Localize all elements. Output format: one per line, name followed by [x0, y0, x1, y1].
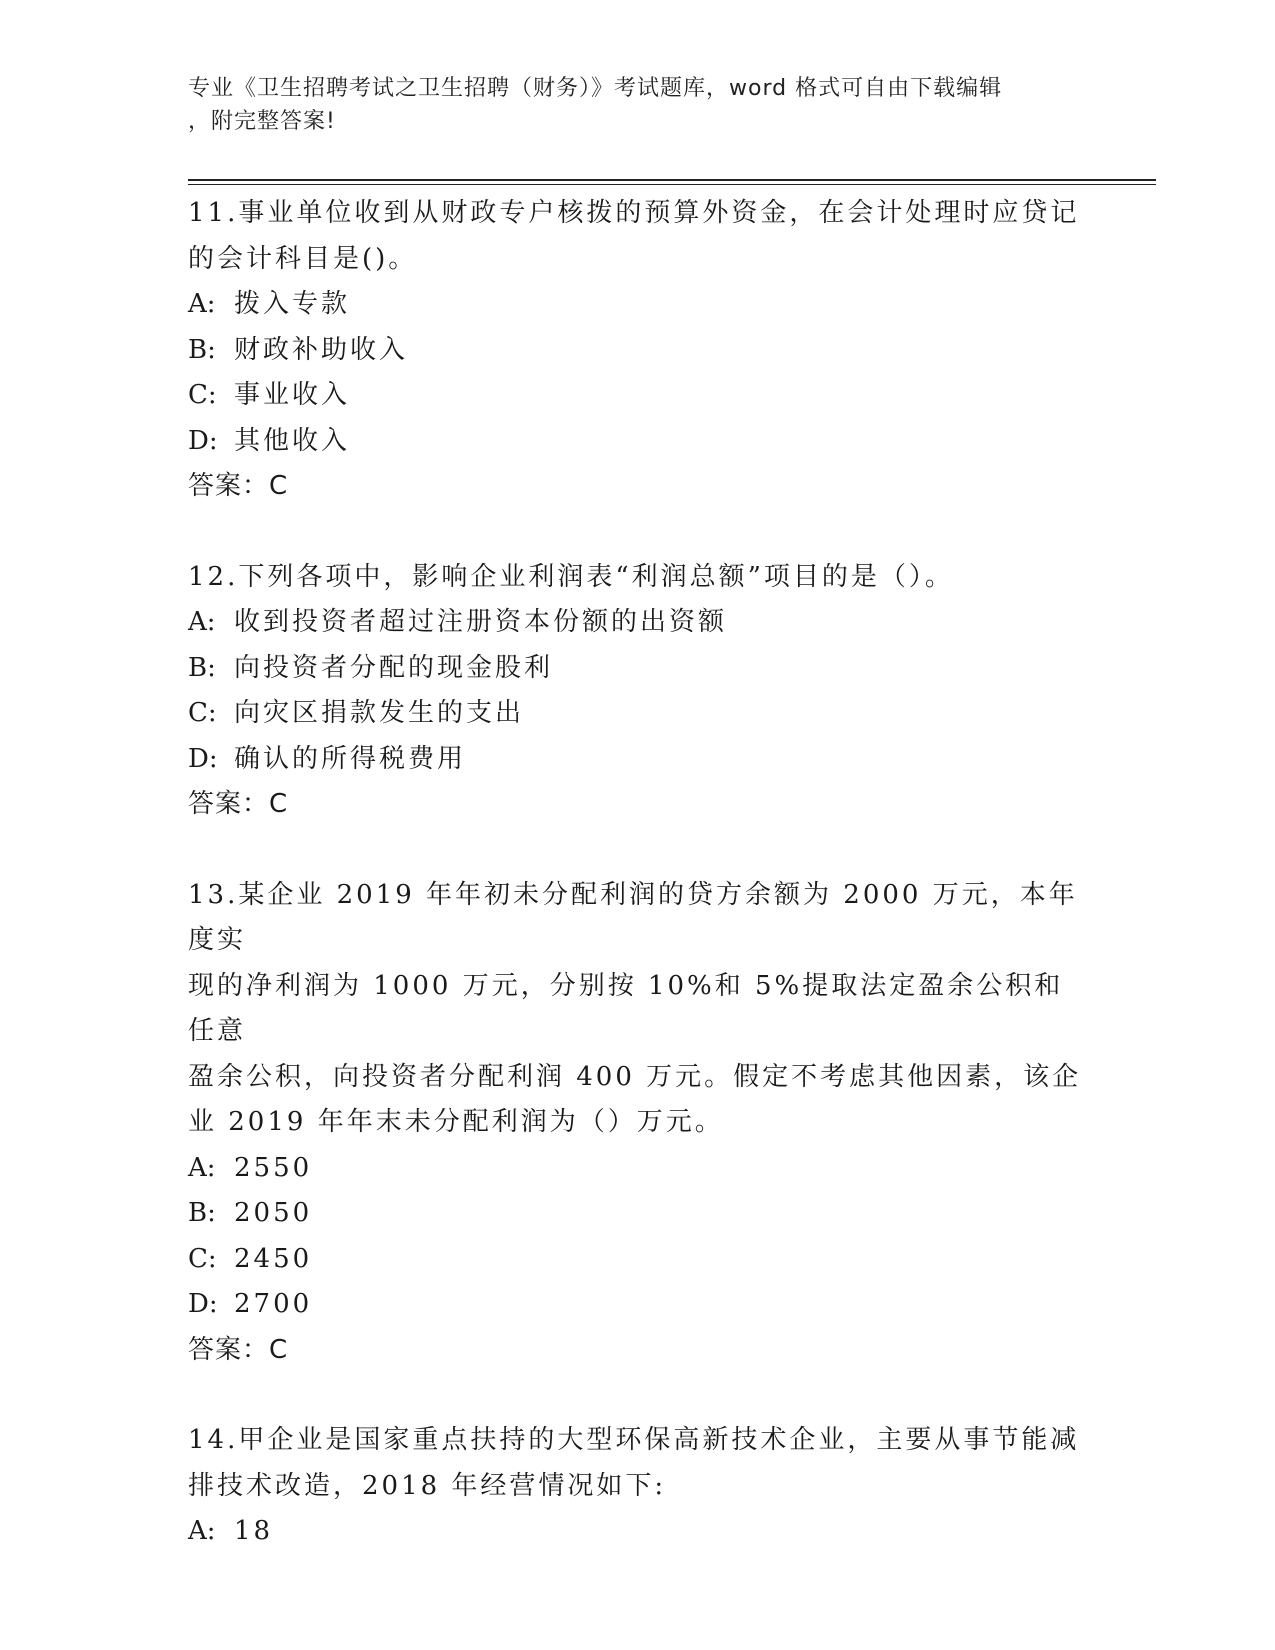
option-d	[188, 1282, 1088, 1328]
option-a	[188, 282, 1088, 328]
option-a	[188, 1146, 1088, 1192]
answer-line: 答案：C	[188, 1334, 289, 1365]
question-stem-line: 盈余公积，向投资者分配利润 400 万元。假定不考虑其他因素，该企	[188, 1061, 1082, 1092]
question-stem-line: 13.某企业 2019 年年初未分配利润的贷方余额为 2000 万元，本年度实	[188, 879, 1078, 955]
option-d	[188, 737, 1088, 783]
option-b	[188, 328, 1088, 374]
option-letter: C:	[188, 698, 217, 728]
option-text: 向灾区捐款发生的支出	[234, 698, 525, 728]
option-letter: A:	[188, 1152, 216, 1183]
option-text: 2050	[234, 1198, 313, 1228]
option-letter: D:	[188, 425, 218, 456]
question-spacer	[188, 510, 1088, 555]
option-a	[188, 600, 1088, 646]
question-stem-line: 14.甲企业是国家重点扶持的大型环保高新技术企业，主要从事节能减	[188, 1425, 1080, 1455]
option-c	[188, 1237, 1088, 1283]
option-c	[188, 691, 1088, 737]
option-b	[188, 1191, 1088, 1237]
option-text: 拨入专款	[234, 289, 351, 319]
option-d	[188, 419, 1088, 465]
option-text: 2550	[234, 1152, 313, 1183]
option-letter: B:	[188, 652, 216, 683]
option-c	[188, 373, 1088, 419]
option-text: 2700	[234, 1289, 313, 1319]
document-header	[188, 72, 1068, 138]
question-spacer	[188, 1373, 1088, 1418]
question-12	[188, 555, 1088, 828]
answer-line: 答案：C	[188, 471, 289, 501]
question-11	[188, 191, 1088, 510]
option-text: 2450	[234, 1243, 313, 1274]
option-letter: C:	[188, 380, 217, 410]
header-rule-thin	[188, 184, 1156, 185]
question-stem-line: 业 2019 年年末未分配利润为（）万元。	[188, 1107, 724, 1137]
option-text: 其他收入	[234, 425, 351, 456]
question-stem-line: 现的净利润为 1000 万元，分别按 10%和 5%提取法定盈余公积和任意	[188, 970, 1064, 1046]
option-text: 确认的所得税费用	[234, 743, 467, 774]
option-text: 向投资者分配的现金股利	[234, 652, 554, 683]
option-letter: A:	[188, 1516, 216, 1546]
option-letter: B:	[188, 334, 216, 365]
option-text: 收到投资者超过注册资本份额的出资额	[234, 607, 728, 637]
option-text: 事业收入	[234, 380, 351, 410]
option-letter: A:	[188, 289, 216, 319]
question-stem-line: 11.事业单位收到从财政专户核拨的预算外资金，在会计处理时应贷记	[188, 198, 1080, 228]
option-letter: D:	[188, 1289, 218, 1319]
header-line-1: 专业《卫生招聘考试之卫生招聘（财务）》考试题库，word 格式可自由下载编辑	[188, 76, 1003, 101]
option-letter: B:	[188, 1198, 216, 1228]
option-b	[188, 646, 1088, 692]
question-spacer	[188, 828, 1088, 873]
question-stem-line: 12.下列各项中，影响企业利润表“利润总额”项目的是（）。	[188, 561, 954, 592]
option-text: 18	[234, 1516, 274, 1546]
question-14	[188, 1418, 1088, 1555]
header-rule-thick	[188, 179, 1156, 181]
option-a	[188, 1509, 1088, 1555]
question-stem-line: 的会计科目是()。	[188, 243, 418, 274]
option-letter: A:	[188, 607, 216, 637]
option-text: 财政补助收入	[234, 334, 409, 365]
question-13	[188, 873, 1088, 1374]
header-line-2: ，附完整答案!	[188, 109, 336, 134]
option-letter: D:	[188, 743, 218, 774]
answer-line: 答案：C	[188, 789, 289, 819]
option-letter: C:	[188, 1243, 217, 1274]
question-list	[188, 191, 1088, 1555]
question-stem-line: 排技术改造，2018 年经营情况如下:	[188, 1470, 667, 1501]
